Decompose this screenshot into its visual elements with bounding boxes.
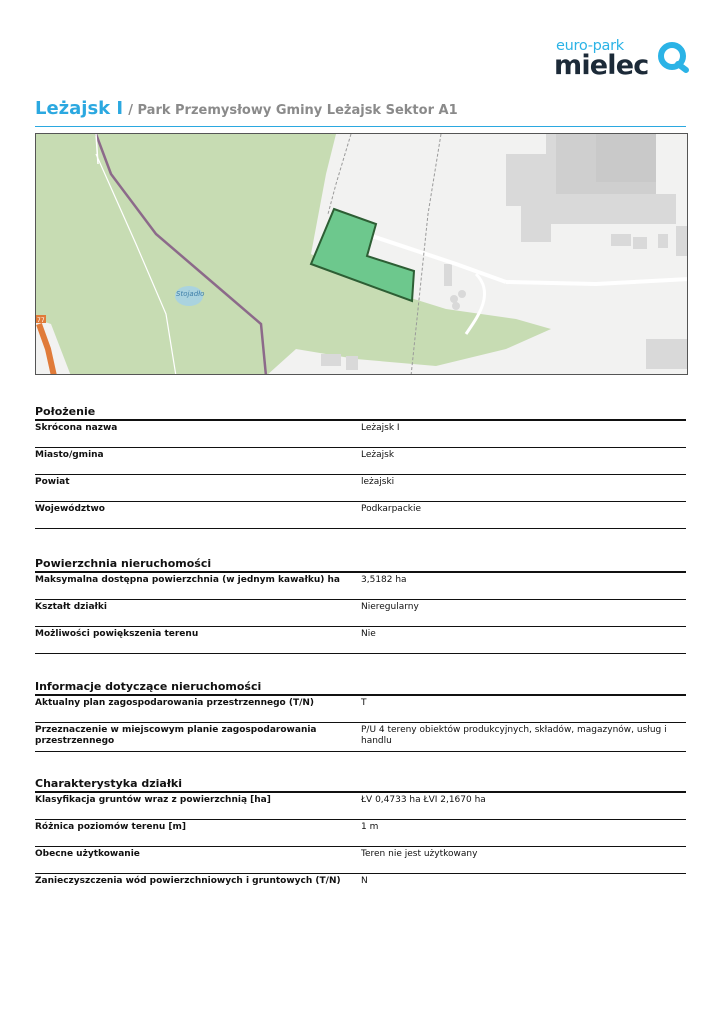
table-row bbox=[35, 820, 686, 847]
section-charakterystyka bbox=[35, 777, 686, 890]
row-value: Nieregularny bbox=[361, 602, 419, 612]
page-title-main: Leżajsk I bbox=[35, 98, 124, 119]
road-number-label: 77 bbox=[37, 317, 45, 324]
row-value: T bbox=[361, 698, 367, 708]
location-map bbox=[35, 133, 688, 375]
section-informacje bbox=[35, 680, 686, 752]
page-title-subtitle: / Park Przemysłowy Gminy Leżajsk Sektor A1 bbox=[128, 103, 458, 118]
table-row bbox=[35, 600, 686, 627]
section-title: Położenie bbox=[35, 405, 96, 418]
table-row bbox=[35, 847, 686, 874]
logo-top-text: euro-park bbox=[556, 38, 624, 54]
table-row bbox=[35, 421, 686, 448]
row-value: P/U 4 tereny obiektów produkcyjnych, składów, magazynów, usług i handlu bbox=[361, 725, 667, 746]
row-label: Możliwości powiększenia terenu bbox=[35, 629, 199, 639]
section-powierzchnia bbox=[35, 557, 686, 654]
table-row bbox=[35, 573, 686, 600]
table-row bbox=[35, 502, 686, 529]
row-value: 1 m bbox=[361, 822, 379, 832]
row-label: Aktualny plan zagospodarowania przestrzennego (T/N) bbox=[35, 698, 315, 708]
lake-label: Stojadło bbox=[176, 290, 205, 298]
section-title: Charakterystyka działki bbox=[35, 777, 182, 790]
euro-park-mielec-logo bbox=[552, 38, 692, 86]
page-title bbox=[35, 98, 458, 119]
section-title: Powierzchnia nieruchomości bbox=[35, 557, 212, 570]
row-label: Skrócona nazwa bbox=[35, 423, 118, 433]
row-value: N bbox=[361, 876, 368, 886]
row-label: Miasto/gmina bbox=[35, 450, 104, 460]
table-row bbox=[35, 723, 686, 752]
row-value: leżajski bbox=[361, 477, 395, 487]
title-divider bbox=[35, 126, 686, 127]
row-value: Nie bbox=[361, 629, 376, 639]
table-row bbox=[35, 475, 686, 502]
table-row bbox=[35, 627, 686, 654]
row-label: Klasyfikacja gruntów wraz z powierzchnią [ha] bbox=[35, 795, 271, 805]
table-row bbox=[35, 874, 686, 890]
row-label: Powiat bbox=[35, 477, 70, 487]
table-row bbox=[35, 793, 686, 820]
section-title: Informacje dotyczące nieruchomości bbox=[35, 680, 262, 693]
table-row bbox=[35, 696, 686, 723]
row-label: Różnica poziomów terenu [m] bbox=[35, 822, 187, 832]
section-polozenie bbox=[35, 405, 686, 529]
row-value: Leżajsk bbox=[361, 450, 395, 460]
row-label: Zanieczyszczenia wód powierzchniowych i gruntowych (T/N) bbox=[35, 876, 341, 886]
row-label: Kształt działki bbox=[35, 602, 107, 612]
row-value: 3,5182 ha bbox=[361, 575, 407, 585]
row-label: Województwo bbox=[35, 504, 105, 514]
table-row bbox=[35, 448, 686, 475]
row-value: ŁV 0,4733 ha ŁVI 2,1670 ha bbox=[361, 795, 486, 805]
row-value: Leżajsk I bbox=[361, 423, 400, 433]
logo-main-text: mielec bbox=[554, 50, 649, 81]
row-label: Przeznaczenie w miejscowym planie zagospodarowania przestrzennego bbox=[35, 725, 317, 746]
row-value: Teren nie jest użytkowany bbox=[361, 849, 478, 859]
logo-ring-icon bbox=[656, 40, 690, 74]
row-label: Obecne użytkowanie bbox=[35, 849, 140, 859]
row-value: Podkarpackie bbox=[361, 504, 422, 514]
row-label: Maksymalna dostępna powierzchnia (w jednym kawałku) ha bbox=[35, 575, 340, 585]
